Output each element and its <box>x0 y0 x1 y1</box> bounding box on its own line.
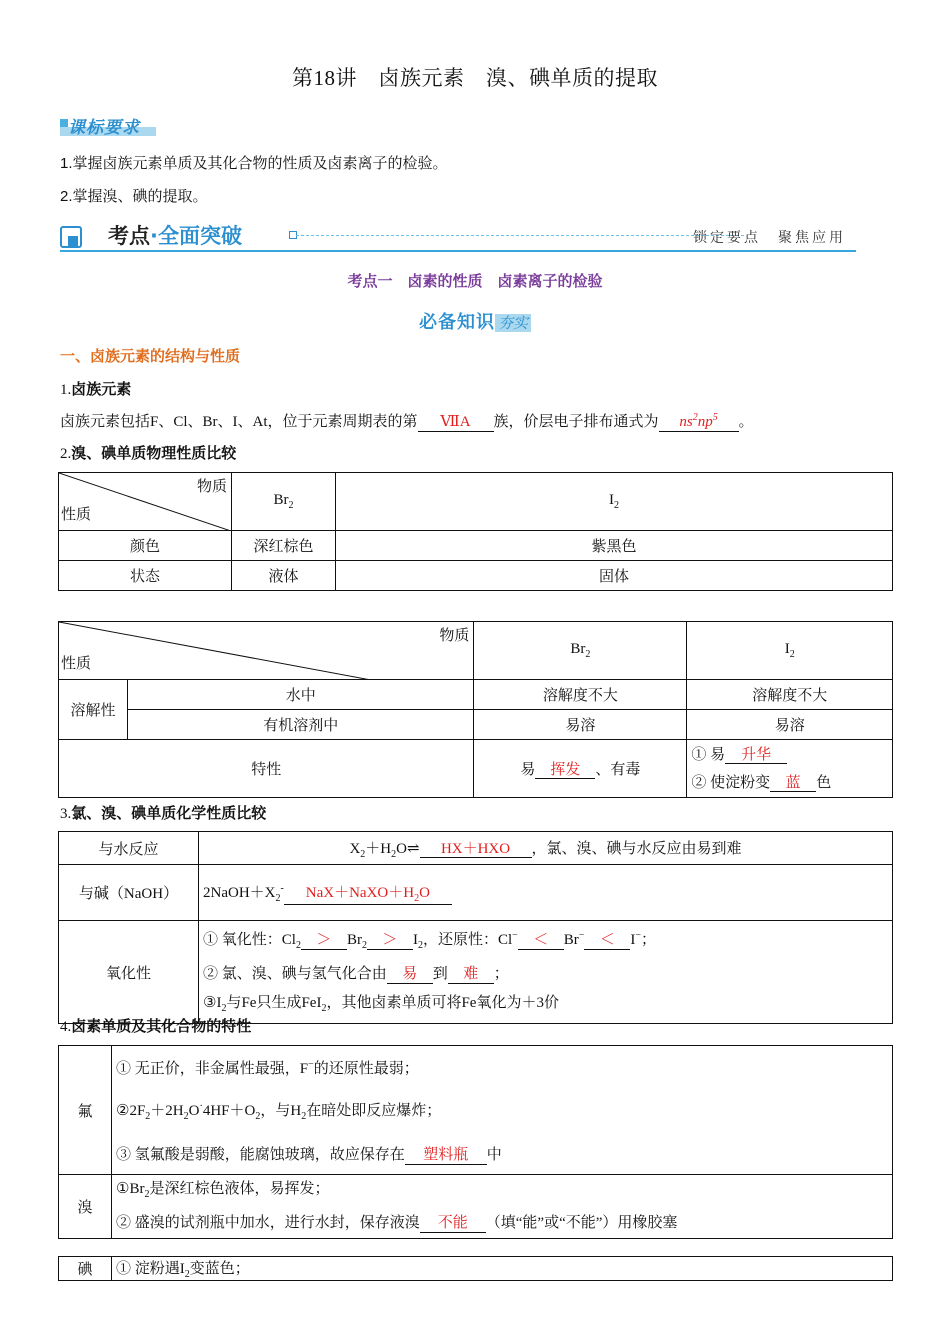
t3-ox3-b: 与Fe只生成FeI <box>226 995 322 1011</box>
table1-cell: 液体 <box>232 561 336 591</box>
t2-i1-a: ① 易 <box>691 746 726 763</box>
table-row <box>59 921 893 1024</box>
answer-gt-1: ＞ <box>301 932 347 950</box>
t3-ox1-s1: 2 <box>295 940 301 951</box>
t4-f2-f: 在暗处即反应爆炸； <box>306 1103 442 1119</box>
table2-col-br-text: Br <box>570 641 586 657</box>
t4-f1-b: 的还原性最弱； <box>313 1061 419 1077</box>
t3-ox1-f: I <box>630 932 636 948</box>
t2-br-b: 、有毒 <box>595 761 641 778</box>
table1-diag-header <box>59 473 232 531</box>
banner-dot: · <box>150 224 158 248</box>
table1-col-i-sub: 2 <box>614 500 619 511</box>
table1-cell: 颜色 <box>59 531 232 561</box>
t3-ox1-s3: 2 <box>417 940 423 951</box>
t4-br1-b: 是深红棕色液体，易挥发； <box>149 1181 330 1197</box>
section-banner <box>60 218 856 252</box>
answer-group: ⅦA <box>418 414 494 432</box>
t3-ans-b: O <box>419 884 430 901</box>
table-iodine <box>58 1256 893 1281</box>
table1-cell: 深红棕色 <box>232 531 336 561</box>
t4-f2-b: ＋2H <box>150 1103 184 1119</box>
t4-f2-s2: 2 <box>183 1111 189 1122</box>
banner-label-b: 全面突破 <box>157 224 242 248</box>
table-row <box>59 561 893 591</box>
table-row <box>59 1046 893 1175</box>
para-2-heading <box>60 442 236 463</box>
table4-br-label: 溴 <box>59 1175 112 1239</box>
table1-cell: 固体 <box>336 561 893 591</box>
t3-bsub: 2 <box>275 892 281 904</box>
t4-br1-sub: 2 <box>144 1189 150 1200</box>
para-4-head: 卤素单质及其化合物的特性 <box>71 1018 252 1035</box>
t4-f1-sup: − <box>308 1059 314 1070</box>
t4-br1-a: ①Br <box>116 1181 145 1197</box>
table1-col-br-sub: 2 <box>288 500 294 511</box>
t3-ox1 <box>203 921 892 960</box>
table1-col-i <box>336 473 893 531</box>
para-1-heading <box>60 378 131 399</box>
para-1-num: 1. <box>60 382 72 398</box>
t4-f1-a: ① 无正价，非金属性最强，F <box>116 1061 309 1077</box>
t3-bsup: - <box>280 882 284 894</box>
t5-i1-b: 变蓝色； <box>189 1261 250 1277</box>
t3-ox1-g: ； <box>641 932 657 948</box>
table-row <box>59 832 893 865</box>
table2-special: 特性 <box>59 740 474 798</box>
t4-f1 <box>116 1046 892 1088</box>
para-2-head: 溴、碘单质物理性质比较 <box>71 445 237 462</box>
para-1-text <box>60 410 754 432</box>
table4-f <box>112 1046 893 1175</box>
knowledge-label-a: 必备知识 <box>418 312 495 333</box>
para-1-text-b: 族，价层电子排布通式为 <box>493 414 659 430</box>
table2-cell: 水中 <box>128 680 474 710</box>
para-1-head: 卤族元素 <box>71 381 132 398</box>
t3-wd: ，氯、溴、碘与水反应由易到难 <box>531 840 742 857</box>
section-title: 考点一 卤素的性质 卤素离子的检验 <box>347 273 603 290</box>
t4-f2-s4: 2 <box>301 1111 307 1122</box>
t4-f2-s3: 2 <box>255 1111 261 1122</box>
t3-ox1-p2: − <box>578 930 585 941</box>
banner-dashed-line <box>296 235 744 236</box>
answer-blue: 蓝 <box>770 775 816 793</box>
t4-br2 <box>116 1209 892 1238</box>
table2-col-br-sub: 2 <box>585 649 591 660</box>
t4-br2-b: （填“能”或“不能”）用橡胶塞 <box>485 1215 678 1231</box>
t3-ox1-p3: − <box>635 930 642 941</box>
table2-special-i <box>687 740 893 798</box>
t3-ans-a: NaX＋NaXO＋H <box>305 884 415 901</box>
table1-cell: 状态 <box>59 561 232 591</box>
table-chemical <box>58 831 893 1024</box>
table-row <box>59 740 893 798</box>
para-4-heading <box>60 1015 251 1036</box>
t4-br2-a: ② 盛溴的试剂瓶中加水，进行水封，保存液溴 <box>116 1215 420 1231</box>
t3-ox1-p1: − <box>512 930 518 941</box>
table2-cell: 易溶 <box>474 710 687 740</box>
table3-water <box>199 832 893 865</box>
answer-config-a: ns <box>679 414 693 430</box>
t2-i-line2 <box>691 769 892 797</box>
answer-config-sup2: 5 <box>712 412 718 423</box>
table-physical-2 <box>58 621 893 798</box>
t2-br-a: 易 <box>520 761 536 778</box>
table5-i <box>112 1257 893 1281</box>
table1-col-i-text: I <box>609 492 614 508</box>
answer-hx-hxo: HX＋HXO <box>420 841 532 859</box>
banner-right-text: 锁定要点 聚焦应用 <box>693 231 846 246</box>
para-3-num: 3. <box>60 806 72 822</box>
table2-special-br <box>474 740 687 798</box>
table2-cell: 易溶 <box>687 710 893 740</box>
answer-cannot: 不能 <box>420 1215 486 1233</box>
table3-ox <box>199 921 893 1024</box>
answer-config <box>659 412 739 432</box>
table4-f-label: 氟 <box>59 1046 112 1175</box>
table2-cell: 有机溶剂中 <box>128 710 474 740</box>
t3-ox1-s2: 2 <box>361 940 367 951</box>
t3-ox2-b: 到 <box>432 966 448 982</box>
t4-f2 <box>116 1088 892 1136</box>
t3-ox3 <box>203 989 892 1023</box>
table2-col-i-sub: 2 <box>789 649 795 660</box>
t4-br1 <box>116 1175 892 1209</box>
table1-col-br <box>232 473 336 531</box>
banner-square-icon <box>68 236 78 246</box>
requirement-item-2: 2.掌握溴、碘的提取。 <box>60 188 208 205</box>
t5-i1-sub: 2 <box>184 1269 190 1280</box>
requirement-item-1: 1.掌握卤族元素单质及其化合物的性质及卤素离子的检验。 <box>60 155 448 172</box>
t4-f3 <box>116 1136 892 1174</box>
table1-diag-bl: 性质 <box>61 507 92 523</box>
para-1-text-a: 卤族元素包括F、Cl、Br、I、At，位于元素周期表的第 <box>60 414 418 430</box>
table2-cell: 溶解度不大 <box>687 680 893 710</box>
table1-diag-tr: 物质 <box>196 479 227 495</box>
answer-volatile: 挥发 <box>535 762 595 780</box>
table2-diag-bl: 性质 <box>61 656 92 672</box>
table-physical-1 <box>58 472 893 591</box>
table-row <box>59 1175 893 1239</box>
table3-water-label: 与水反应 <box>59 832 199 865</box>
table2-col-br <box>474 622 687 680</box>
table2-cell: 溶解度不大 <box>474 680 687 710</box>
table-row <box>59 531 893 561</box>
table2-col-i-text: I <box>784 641 790 657</box>
table3-base <box>199 865 893 921</box>
para-3-head: 氯、溴、碘单质化学性质比较 <box>71 805 267 822</box>
table-row <box>59 710 893 740</box>
page-title: 第18讲 卤族元素 溴、碘单质的提取 <box>292 66 658 90</box>
table4-br <box>112 1175 893 1239</box>
t4-f3-b: 中 <box>486 1147 502 1163</box>
table-row <box>59 865 893 921</box>
t3-ox1-c: I <box>412 932 418 948</box>
t3-ox2-a: ② 氯、溴、碘与氢气化合由 <box>203 966 387 982</box>
t3-wsub: 2 <box>360 848 366 860</box>
t3-ox1-a: ① 氧化性：Cl <box>203 932 296 948</box>
t3-ans-sub: 2 <box>414 892 420 904</box>
t3-ox3-c: ，其他卤素单质可将Fe氧化为＋3价 <box>326 995 559 1011</box>
table-row <box>59 680 893 710</box>
t3-ox2-c: ； <box>493 966 509 982</box>
banner-title <box>108 220 242 250</box>
t3-wb: ＋H <box>365 840 392 857</box>
t3-ox3-s2: 2 <box>321 1003 327 1014</box>
t3-wc: O⇌ <box>396 840 420 857</box>
answer-easy: 易 <box>387 966 433 984</box>
label-marker <box>60 119 68 127</box>
table2-diag-tr: 物质 <box>439 628 470 644</box>
answer-config-sup1: 2 <box>692 412 698 423</box>
t3-ba: 2NaOH＋X <box>203 884 276 901</box>
t4-f2-c: O <box>188 1103 200 1119</box>
table1-cell: 紫黑色 <box>336 531 893 561</box>
t4-f3-a: ③ 氢氟酸是弱酸，能腐蚀玻璃，故应保存在 <box>116 1147 405 1163</box>
table1-col-br-text: Br <box>273 492 289 508</box>
t3-ox3-s1: 2 <box>221 1003 227 1014</box>
t3-ox1-d: ，还原性：Cl <box>422 932 513 948</box>
table2-diag-header <box>59 622 474 680</box>
heading-1: 一、卤族元素的结构与性质 <box>60 348 241 365</box>
t5-i1-a: ① 淀粉遇I <box>116 1261 185 1277</box>
table2-sol: 溶解性 <box>59 680 128 740</box>
para-2-num: 2. <box>60 446 72 462</box>
t3-ox2 <box>203 960 892 989</box>
table5-i-label: 碘 <box>59 1257 112 1281</box>
para-3-heading <box>60 802 266 823</box>
answer-sublime: 升华 <box>725 747 787 765</box>
table3-ox-label: 氧化性 <box>59 921 199 1024</box>
answer-lt-1: ＜ <box>518 932 564 950</box>
t4-f2-sup: · <box>199 1101 203 1112</box>
knowledge-label <box>0 308 950 334</box>
answer-hard: 难 <box>448 966 494 984</box>
t2-i2-a: ② 使淀粉变 <box>691 774 771 791</box>
table3-base-label: 与碱（NaOH） <box>59 865 199 921</box>
answer-plastic-bottle: 塑料瓶 <box>405 1147 487 1165</box>
banner-underline <box>60 250 856 252</box>
answer-config-b: np <box>697 414 713 430</box>
para-1-text-c: 。 <box>738 414 754 430</box>
t3-ox1-e: Br <box>563 932 579 948</box>
requirements-label <box>60 113 158 137</box>
t2-i-line1 <box>691 741 892 769</box>
answer-gt-2: ＞ <box>367 932 413 950</box>
table2-col-i <box>687 622 893 680</box>
t3-wsub2: 2 <box>391 848 397 860</box>
knowledge-label-b: 夯实 <box>495 314 531 332</box>
t4-f2-a: ②2F <box>116 1103 146 1119</box>
diag-line <box>59 622 371 680</box>
t4-f2-e: ，与H <box>260 1103 302 1119</box>
t4-f2-d: 4HF＋O <box>202 1103 256 1119</box>
t3-ox1-b: Br <box>346 932 362 948</box>
t3-ox3-a: ③I <box>203 995 222 1011</box>
t4-f2-s1: 2 <box>145 1111 151 1122</box>
table-properties <box>58 1045 893 1239</box>
table-row <box>59 1257 893 1281</box>
t2-i2-b: 色 <box>816 774 832 791</box>
requirements-label-text: 课标要求 <box>68 118 140 138</box>
t3-wa: X <box>349 840 361 857</box>
banner-label-a: 考点 <box>108 224 150 248</box>
answer-base <box>284 885 452 905</box>
answer-lt-2: ＜ <box>584 932 630 950</box>
para-4-num: 4. <box>60 1019 72 1035</box>
